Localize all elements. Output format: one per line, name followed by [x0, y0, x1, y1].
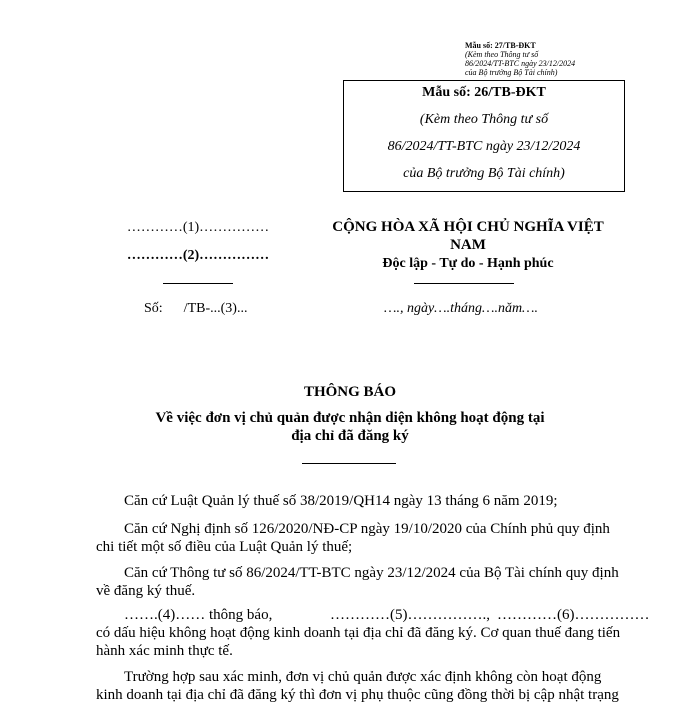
form-note-line3: của Bộ trưởng Bộ Tài chính)	[403, 166, 565, 181]
issuer-agency-line2: …………(2)……………	[126, 248, 270, 263]
basis-circular-line1: Căn cứ Thông tư số 86/2024/TT-BTC ngày 23/12/2024 của Bộ Tài chính quy định	[124, 565, 619, 581]
notice-field-6: …………(6)……………	[497, 607, 650, 623]
title-divider	[302, 463, 396, 464]
motto-divider	[414, 283, 514, 284]
corner-form-line2: 86/2024/TT-BTC ngày 23/12/2024	[465, 59, 576, 68]
basis-law: Căn cứ Luật Quản lý thuế số 38/2019/QH14 ngày 13 tháng 6 năm 2019;	[124, 493, 558, 509]
notice-title: THÔNG BÁO	[303, 384, 397, 400]
national-motto: Độc lập - Tự do - Hạnh phúc	[382, 256, 554, 271]
basis-circular-line2: về đăng ký thuế.	[96, 583, 196, 599]
case-line1: Trường hợp sau xác minh, đơn vị chủ quản được xác định không còn hoạt động	[124, 669, 602, 685]
corner-form-note	[465, 41, 625, 77]
national-title-line1: CỘNG HÒA XÃ HỘI CHỦ NGHĨA VIỆT	[332, 219, 604, 235]
form-note-line1: (Kèm theo Thông tư số	[419, 112, 549, 127]
notice-subject-line1: Về việc đơn vị chủ quản được nhận diện không hoạt động tại	[155, 410, 545, 426]
basis-decree-line2: chi tiết một số điều của Luật Quản lý thuế;	[96, 539, 353, 555]
form-code: Mẫu số: 26/TB-ĐKT	[422, 85, 546, 100]
notice-field-4: …….(4)…… thông báo,	[124, 607, 273, 623]
case-line2: kinh doanh tại địa chỉ đã đăng ký thì đơn vị phụ thuộc cũng đồng thời bị cập nhật trạng	[96, 687, 619, 703]
issuer-divider	[163, 283, 233, 284]
corner-form-line3: của Bộ trưởng Bộ Tài chính)	[465, 68, 558, 77]
corner-form-code: Mẫu số: 27/TB-ĐKT	[465, 41, 536, 50]
national-title-line2: NAM	[450, 237, 486, 253]
form-note-line2: 86/2024/TT-BTC ngày 23/12/2024	[387, 139, 581, 154]
place-date-line: …., ngày….tháng….năm….	[384, 301, 539, 316]
notice-field-5: …………(5)…………….,	[330, 607, 490, 623]
document-number: Số: /TB-...(3)...	[144, 301, 248, 316]
notice-line3: hành xác minh thực tế.	[96, 643, 233, 659]
notice-line2: có dấu hiệu không hoạt động kinh doanh tại địa chỉ đã đăng ký. Cơ quan thuế đang tiến	[96, 625, 621, 641]
issuer-agency-line1: …………(1)……………	[126, 220, 270, 235]
basis-decree-line1: Căn cứ Nghị định số 126/2020/NĐ-CP ngày 19/10/2020 của Chính phủ quy định	[124, 521, 610, 537]
corner-form-line1: (Kèm theo Thông tư số	[465, 50, 539, 59]
form-code-box	[343, 80, 625, 192]
notice-subject-line2: địa chỉ đã đăng ký	[291, 428, 409, 444]
